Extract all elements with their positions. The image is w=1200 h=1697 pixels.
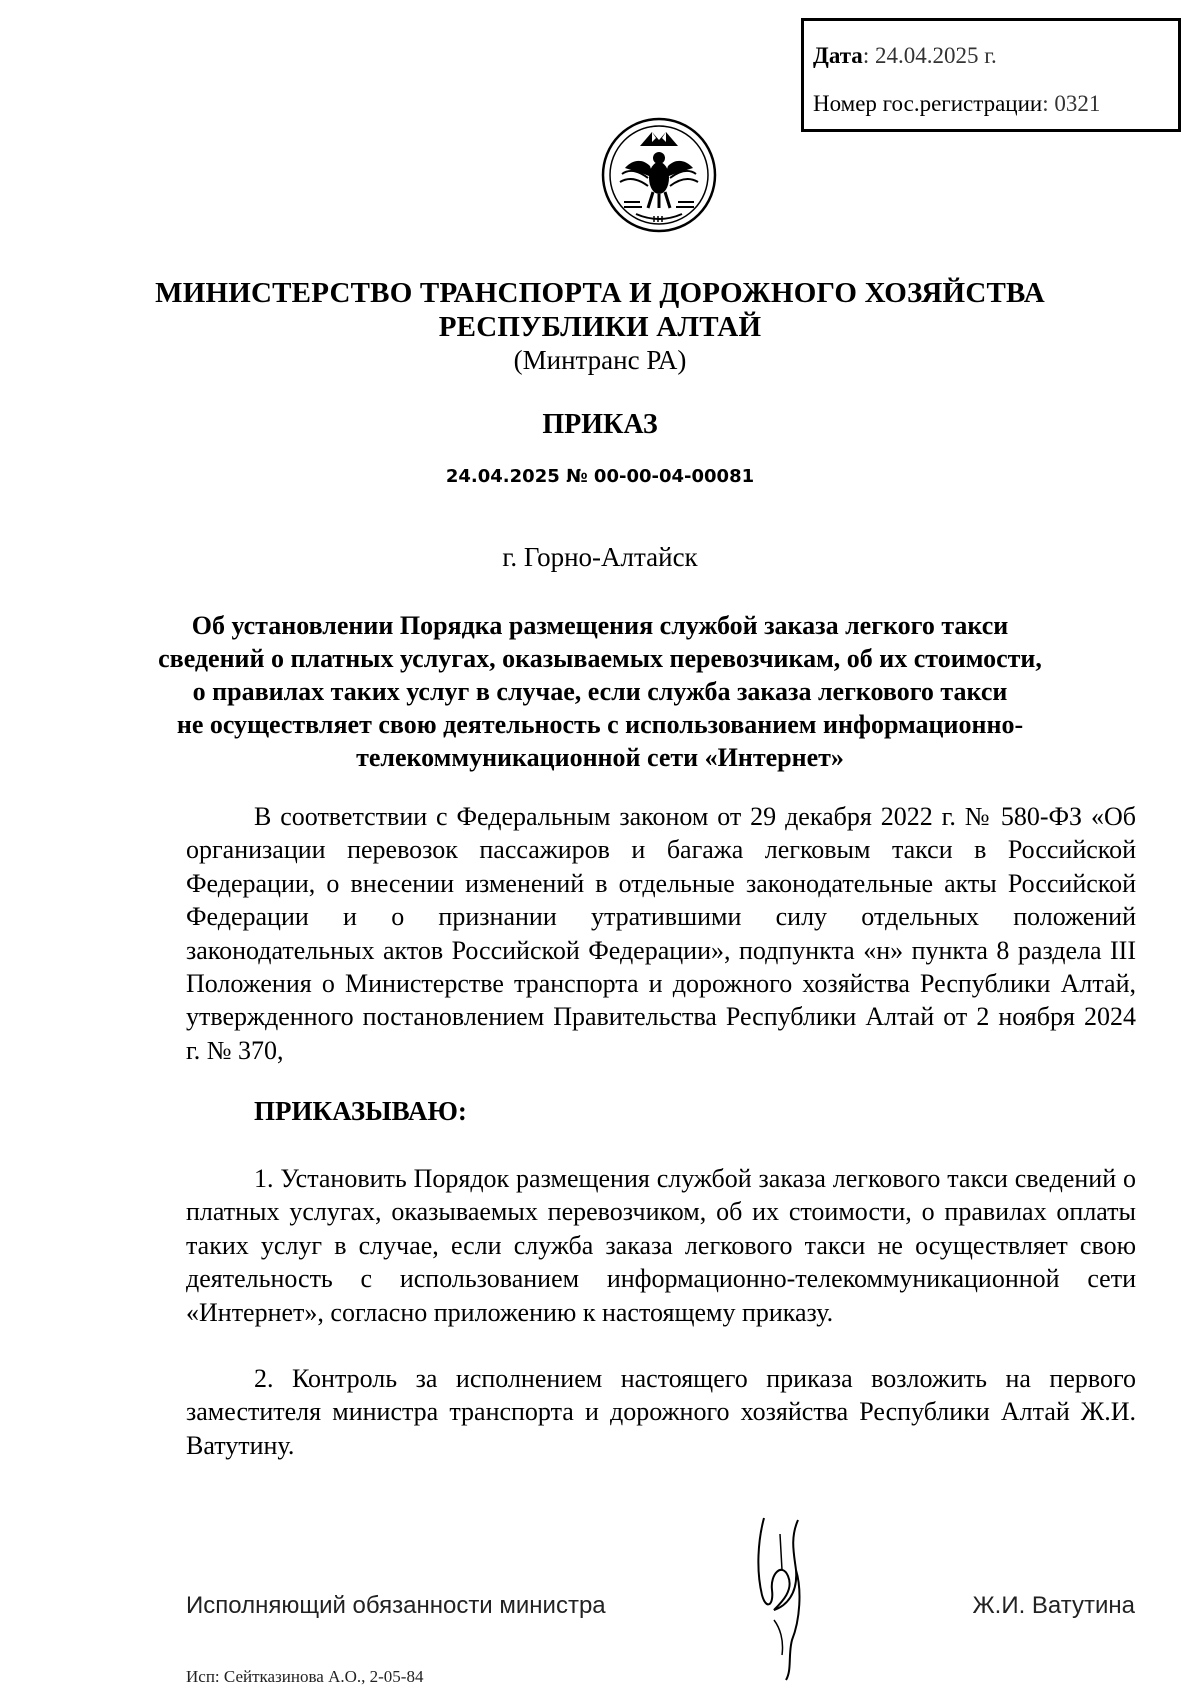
subject-line-3: о правилах таких услуг в случае, если служба заказа легкового такси [192,677,1008,706]
subject-line-5: телекоммуникационной сети «Интернет» [356,743,844,772]
executor-note: Исп: Сейтказинова А.О., 2-05-84 [186,1667,424,1686]
subject-line-1: Об установлении Порядка размещения службой заказа легкого такси [191,611,1009,640]
handwritten-signature-icon [752,1510,812,1685]
ministry-short-name: (Минтранс РА) [513,345,687,375]
ministry-name-line-2: РЕСПУБЛИКИ АЛТАЙ [438,311,762,343]
subject-line-4: не осуществляет свою деятельность с использованием информационно- [176,710,1024,739]
command-heading: ПРИКАЗЫВАЮ: [254,1096,467,1126]
registration-number-value: : 0321 [1042,91,1101,116]
subject-line-2: сведений о платных услугах, оказываемых перевозчикам, об их стоимости, [158,644,1042,673]
registration-box [801,18,1181,132]
ministry-name-line-1: МИНИСТЕРСТВО ТРАНСПОРТА И ДОРОЖНОГО ХОЗЯЙСТВА [155,277,1045,309]
document-type: ПРИКАЗ [542,409,658,440]
order-number: 24.04.2025 № 00-00-04-00081 [445,466,755,487]
order-item-1: 1. Установить Порядок размещения службой заказа легкового такси сведений о платных услугах, оказываемых перевозчиком, об их стоимости, о правилах оплаты таких услуг в случае, если служба заказа легкового такси не осуществляет свою деятельность с использованием информационно-телекоммуникационной сети «Интернет», согласно приложению к настоящему приказу. [186,1164,1136,1327]
order-item-2: 2. Контроль за исполнением настоящего приказа возложить на первого заместителя министра транспорта и дорожного хозяйства Республики Алтай Ж.И. Ватутину. [186,1364,1136,1460]
registration-number [813,91,1100,117]
city: г. Горно-Алтайск [502,542,698,572]
registration-date-label: Дата [813,43,863,68]
registration-date-value: : 24.04.2025 г. [862,43,997,68]
coat-of-arms-icon [600,116,718,234]
registration-number-label: Номер гос.регистрации [813,91,1043,116]
signer-name: Ж.И. Ватутина [972,1592,1135,1619]
preamble-paragraph: В соответствии с Федеральным законом от 29 декабря 2022 г. № 580-ФЗ «Об организации перевозок пассажиров и багажа легковым такси в Российской Федерации, о внесении изменений в отдельные законодательные акты Российской Федерации и о признании утратившими силу отдельных положений законодательных актов Российской Федерации», подпункта «н» пункта 8 раздела III Положения о Министерстве транспорта и дорожного хозяйства Республики Алтай, утвержденного постановлением Правительства Республики Алтай от 2 ноября 2024 г. № 370, [186,802,1136,1065]
registration-date [813,43,997,69]
signer-title: Исполняющий обязанности министра [186,1592,606,1619]
